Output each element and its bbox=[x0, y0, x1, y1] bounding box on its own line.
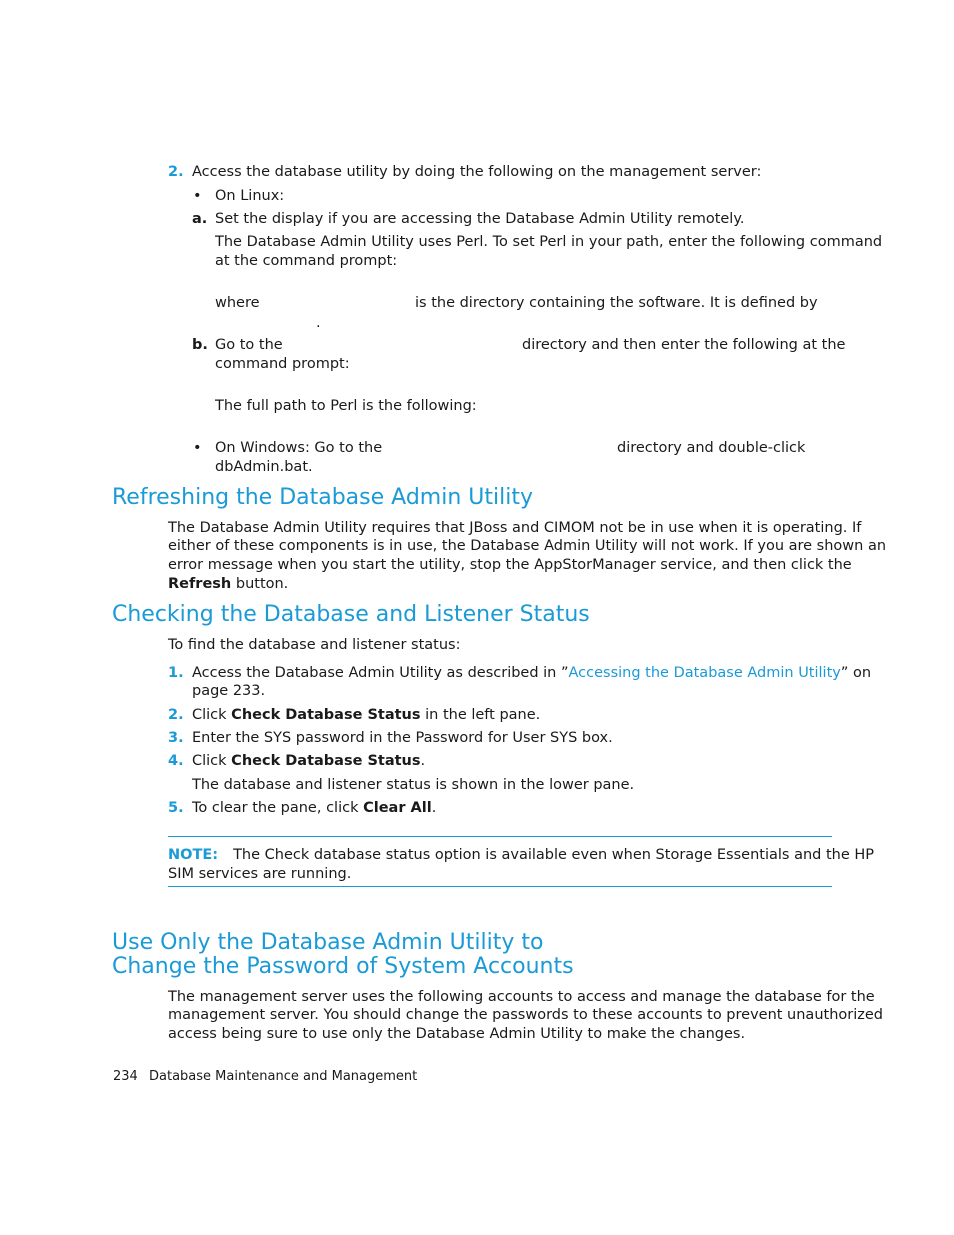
substep-text: directory and then enter the following at the bbox=[522, 337, 846, 353]
bullet-text: On Linux: bbox=[215, 188, 285, 204]
step-text-post: . bbox=[420, 753, 426, 769]
step-text-pre: Click bbox=[192, 753, 232, 769]
paragraph-line: The Database Admin Utility requires that JBoss and CIMOM not be in use when it is operating. If bbox=[168, 520, 862, 536]
step-text-post: ” on bbox=[840, 665, 872, 681]
section-heading: Change the Password of System Accounts bbox=[112, 954, 574, 979]
paragraph-line: either of these components is in use, the Database Admin Utility will not work. If you are shown an bbox=[168, 538, 887, 554]
paragraph-line: error message when you start the utility, stop the AppStorManager service, and then click the bbox=[168, 557, 852, 573]
paragraph-line: management server. You should change the passwords to these accounts to prevent unauthorized bbox=[168, 1007, 883, 1023]
step-number: 2. bbox=[168, 164, 184, 180]
substep-text: Set the display if you are accessing the Database Admin Utility remotely. bbox=[215, 211, 745, 227]
step-number: 3. bbox=[168, 730, 184, 746]
page-number: 234 bbox=[113, 1069, 138, 1084]
bullet-text: dbAdmin.bat. bbox=[215, 459, 313, 475]
step-text bbox=[192, 706, 540, 725]
paragraph-line bbox=[168, 575, 288, 594]
note-rule-bottom bbox=[168, 886, 832, 887]
note-line: SIM services are running. bbox=[168, 866, 352, 882]
step-text bbox=[192, 752, 425, 771]
refresh-button-label: Refresh bbox=[168, 576, 232, 592]
paragraph-line: To find the database and listener status: bbox=[168, 637, 461, 653]
bullet-text: directory and double-click bbox=[617, 440, 806, 456]
paragraph-line: The full path to Perl is the following: bbox=[215, 398, 477, 414]
note-label: NOTE: bbox=[168, 847, 219, 863]
paragraph-line: access being sure to use only the Database Admin Utility to make the changes. bbox=[168, 1026, 746, 1042]
step-text bbox=[192, 799, 436, 818]
ui-label: Check Database Status bbox=[231, 753, 421, 769]
step-text: page 233. bbox=[192, 683, 266, 699]
substep-label: a. bbox=[192, 211, 208, 227]
step-text: Access the database utility by doing the following on the management server: bbox=[192, 164, 762, 180]
step-number: 1. bbox=[168, 665, 184, 681]
paragraph-line: The management server uses the following accounts to access and manage the database for the bbox=[168, 989, 875, 1005]
where-text: where bbox=[215, 295, 260, 311]
step-text-pre: Click bbox=[192, 707, 232, 723]
step-number: 5. bbox=[168, 800, 184, 816]
bullet-text: On Windows: Go to the bbox=[215, 440, 383, 456]
step-number: 2. bbox=[168, 707, 184, 723]
note-line bbox=[168, 846, 874, 865]
cross-reference-link[interactable]: Accessing the Database Admin Utility bbox=[568, 665, 841, 681]
step-text-post: . bbox=[431, 800, 437, 816]
note-text: The Check database status option is available even when Storage Essentials and the HP bbox=[233, 847, 875, 863]
step-text: Enter the SYS password in the Password for User SYS box. bbox=[192, 730, 613, 746]
section-heading: Use Only the Database Admin Utility to bbox=[112, 930, 544, 955]
bullet-icon: • bbox=[193, 440, 202, 456]
note-rule-top bbox=[168, 836, 832, 837]
where-description: is the directory containing the software. It is defined by bbox=[415, 295, 818, 311]
bullet-icon: • bbox=[193, 188, 202, 204]
paragraph-text: button. bbox=[231, 576, 289, 592]
section-heading: Refreshing the Database Admin Utility bbox=[112, 485, 533, 510]
footer-title: Database Maintenance and Management bbox=[149, 1069, 418, 1084]
section-heading: Checking the Database and Listener Status bbox=[112, 602, 590, 627]
substep-label: b. bbox=[192, 337, 208, 353]
ui-label: Check Database Status bbox=[231, 707, 421, 723]
substep-text: Go to the bbox=[215, 337, 283, 353]
step-number: 4. bbox=[168, 753, 184, 769]
step-text-post: in the left pane. bbox=[420, 707, 541, 723]
step-text-pre: Access the Database Admin Utility as described in ” bbox=[192, 665, 569, 681]
substep-text: command prompt: bbox=[215, 356, 350, 372]
paragraph-line: at the command prompt: bbox=[215, 253, 398, 269]
step-text-pre: To clear the pane, click bbox=[192, 800, 364, 816]
period: . bbox=[316, 315, 321, 331]
step-text bbox=[192, 664, 871, 683]
ui-label: Clear All bbox=[363, 800, 432, 816]
paragraph-line: The Database Admin Utility uses Perl. To set Perl in your path, enter the following command bbox=[215, 234, 883, 250]
step-paragraph: The database and listener status is shown in the lower pane. bbox=[192, 777, 635, 793]
